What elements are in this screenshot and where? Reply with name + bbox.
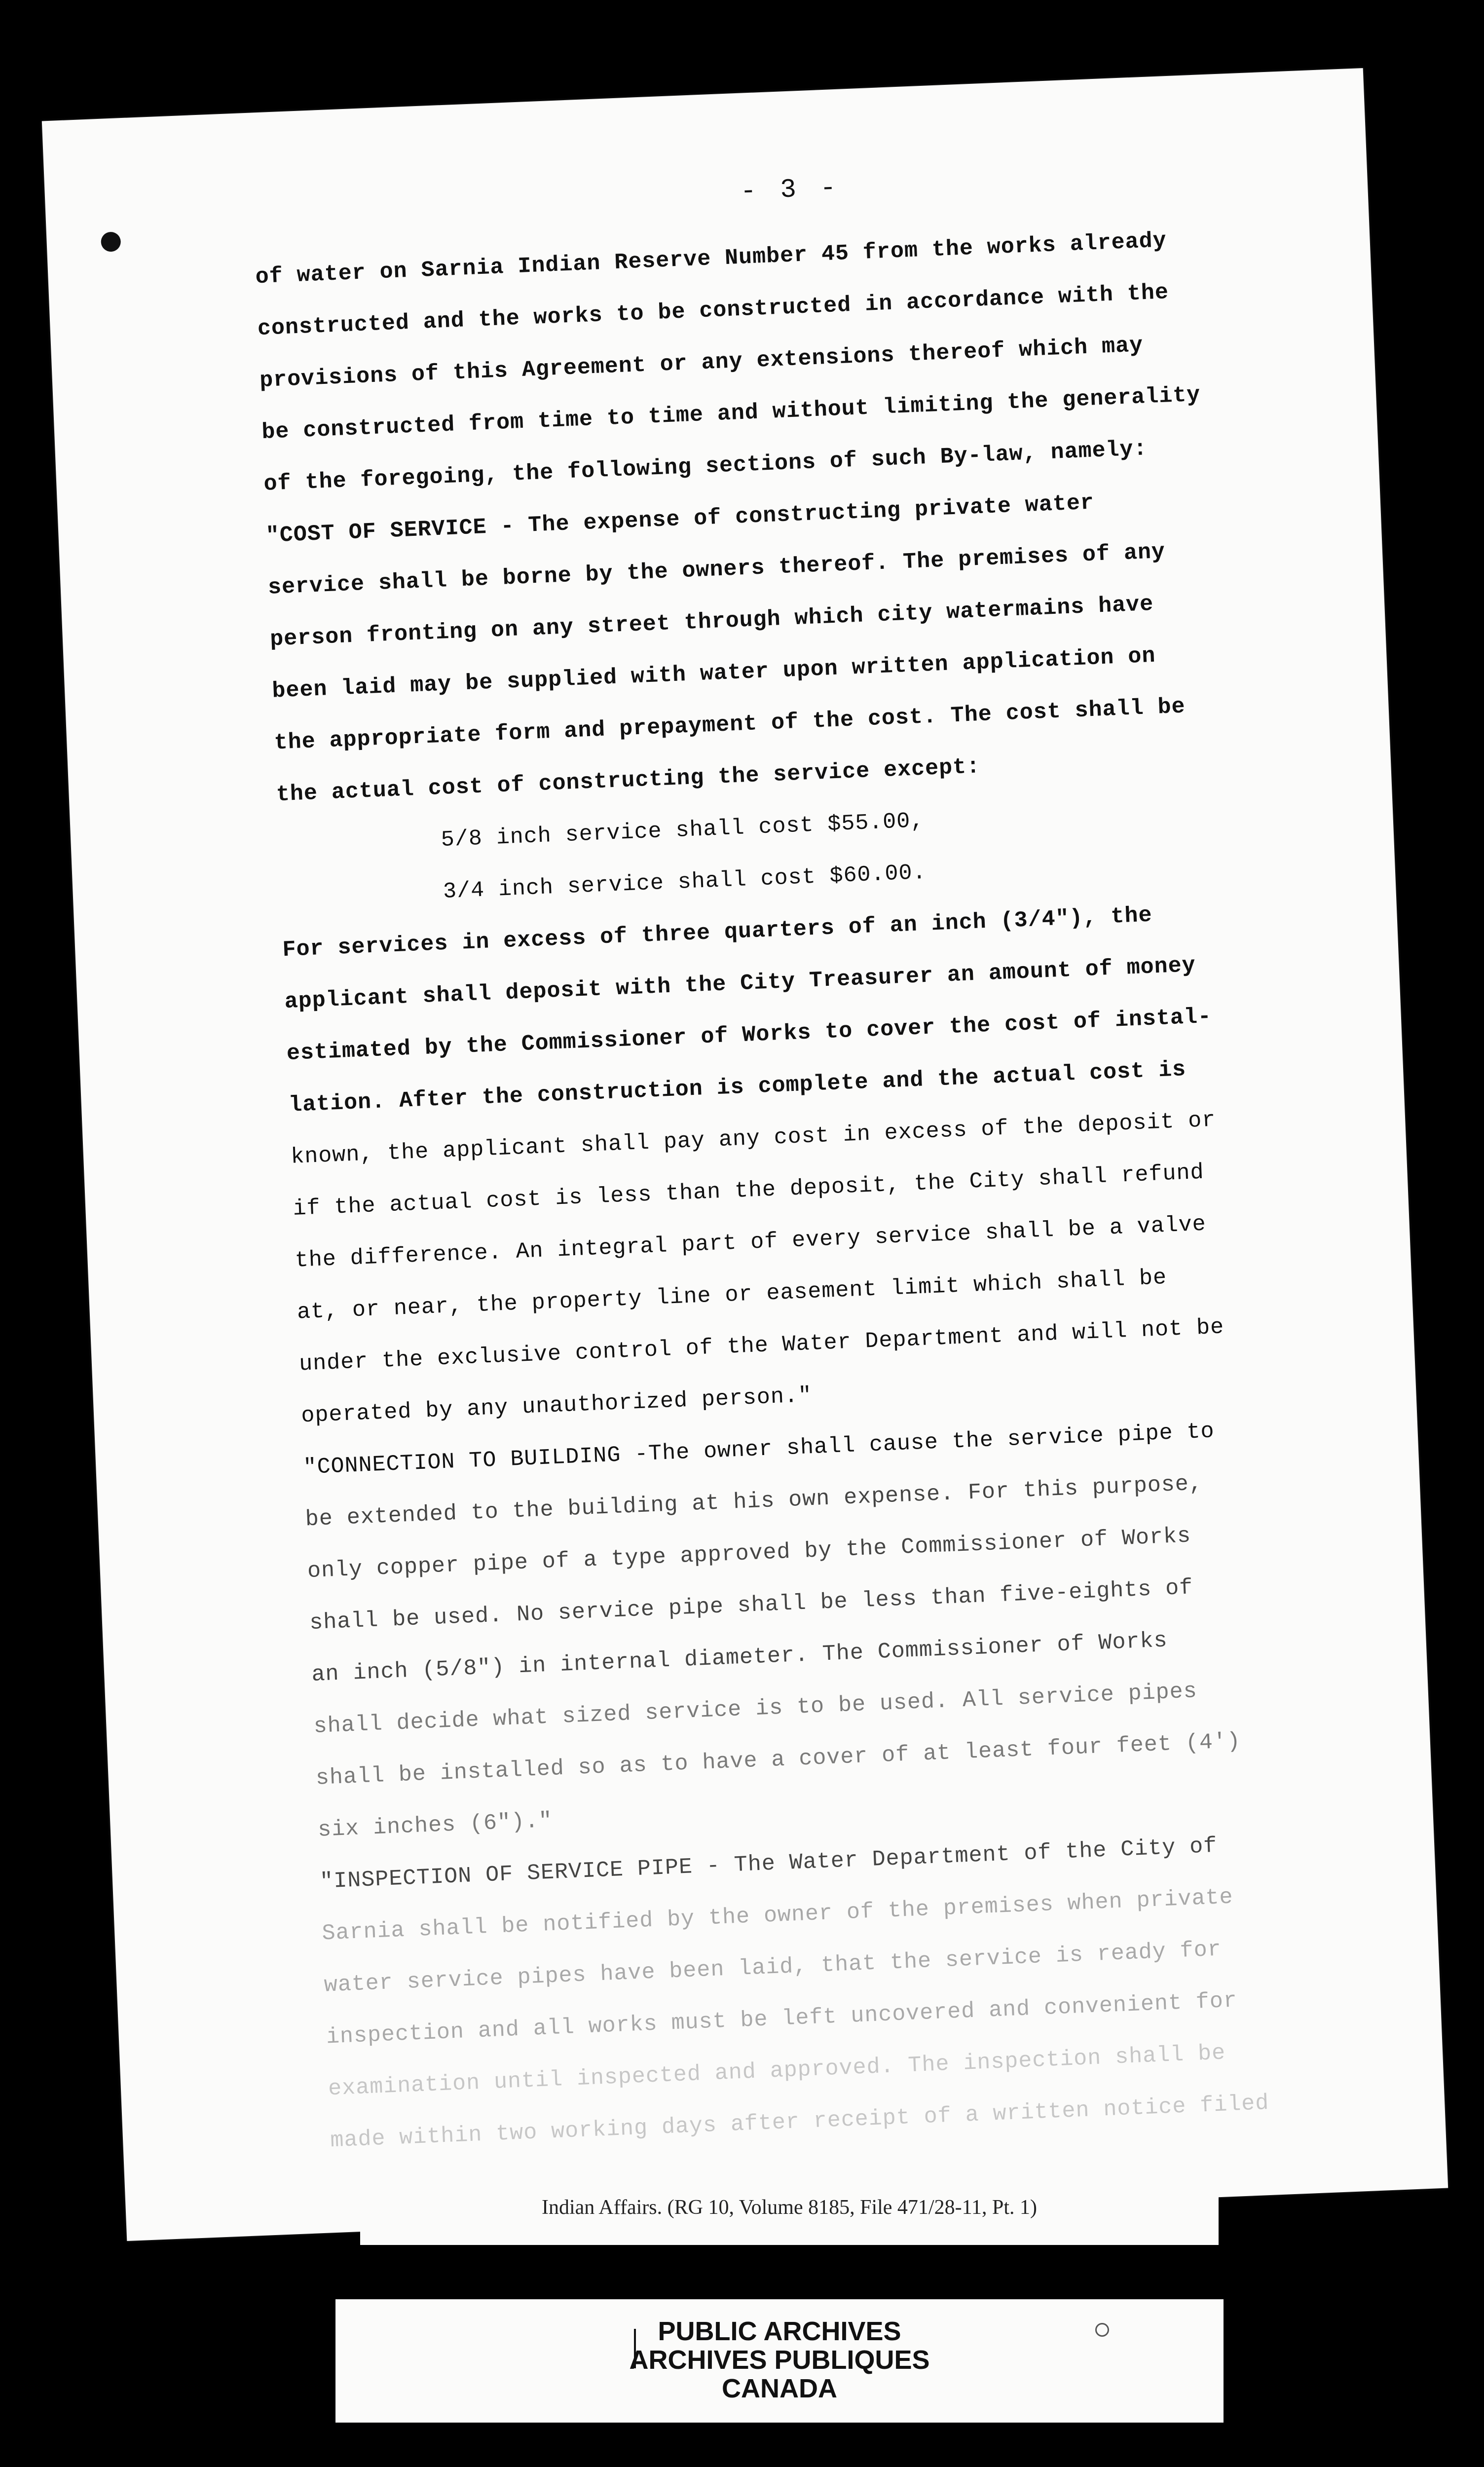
text-line: under the exclusive control of the Water Department and will not be (298, 1314, 1225, 1377)
text-line: an inch (5/8") in internal diameter. The Commissioner of Works (311, 1628, 1168, 1688)
text-line: shall be installed so as to have a cover of at least four feet (4') (315, 1728, 1241, 1791)
text-line: applicant shall deposit with the City Treasurer an amount of money (284, 953, 1196, 1015)
text-line: the actual cost of constructing the service except: (275, 754, 981, 808)
text-line: of the foregoing, the following sections of such By-law, namely: (263, 436, 1148, 497)
text-line: provisions of this Agreement or any extensions thereof which may (259, 333, 1144, 394)
text-line: estimated by the Commissioner of Works to cover the cost of instal- (286, 1004, 1212, 1067)
price-line: 5/8 inch service shall cost $55.00, (440, 808, 925, 853)
text-line: constructed and the works to be constructed in accordance with the (257, 280, 1169, 342)
text-line: Sarnia shall be notified by the owner of the premises when private (321, 1884, 1234, 1946)
stamp-line-3: CANADA (722, 2374, 837, 2403)
text-line: person fronting on any street through which city watermains have (269, 591, 1154, 652)
section-heading-inspection-of-service-pipe: "INSPECTION OF SERVICE PIPE - The Water Department of the City of (319, 1833, 1218, 1895)
text-line: been laid may be supplied with water upon written application on (271, 643, 1156, 704)
stamp-line-2: ARCHIVES PUBLIQUES (629, 2345, 930, 2375)
text-line: the difference. An integral part of every service shall be a valve (294, 1211, 1207, 1273)
text-line: For services in excess of three quarters of an inch (3/4"), the (282, 902, 1153, 963)
stamp-text (335, 2317, 1224, 2403)
text-line: be constructed from time to time and without limiting the generality (261, 382, 1201, 446)
text-line: examination until inspected and approved. The inspection shall be (328, 2040, 1226, 2102)
text-line: lation. After the construction is complete and the actual cost is (288, 1057, 1187, 1119)
text-line: shall be used. No service pipe shall be less than five-eights of (309, 1575, 1194, 1636)
text-line: shall decide what sized service is to be used. All service pipes (313, 1679, 1198, 1739)
text-line: the appropriate form and prepayment of the cost. The cost shall be (273, 694, 1186, 756)
text-line: of water on Sarnia Indian Reserve Number 45 from the works already (255, 228, 1167, 290)
stamp-line-1: PUBLIC ARCHIVES (658, 2317, 901, 2346)
text-line: inspection and all works must be left uncovered and convenient for (326, 1988, 1238, 2050)
text-line: made within two working days after receipt of a written notice filed (330, 2090, 1270, 2154)
page-number: - 3 - (740, 173, 841, 207)
text-line: only copper pipe of a type approved by the Commissioner of Works (307, 1523, 1192, 1584)
caption-strip (360, 2176, 1219, 2245)
section-heading-connection-to-building: "CONNECTION TO BUILDING -The owner shall cause the service pipe to (302, 1419, 1215, 1481)
text-line: operated by any unauthorized person." (300, 1383, 813, 1429)
text-line: known, the applicant shall pay any cost in excess of the deposit or (290, 1107, 1217, 1170)
punch-hole (101, 231, 121, 252)
page-content (252, 153, 1406, 2167)
text-line: if the actual cost is less than the deposit, the City shall refund (292, 1159, 1205, 1222)
text-line: service shall be borne by the owners thereof. The premises of any (267, 539, 1166, 600)
text-line: six inches (6")." (317, 1808, 553, 1843)
text-line: be extended to the building at his own expense. For this purpose, (304, 1471, 1203, 1533)
document-page (42, 68, 1448, 2241)
archive-stamp (335, 2299, 1224, 2423)
price-line: 3/4 inch service shall cost $60.00. (443, 860, 927, 905)
text-line: at, or near, the property line or easement limit which shall be (297, 1265, 1168, 1325)
text-line: water service pipes have been laid, that the service is ready for (323, 1937, 1222, 1998)
section-heading-cost-of-service: "COST OF SERVICE - The expense of constructing private water (265, 490, 1095, 549)
archive-caption: Indian Affairs. (RG 10, Volume 8185, File 471/28-11, Pt. 1) (541, 2196, 1038, 2219)
